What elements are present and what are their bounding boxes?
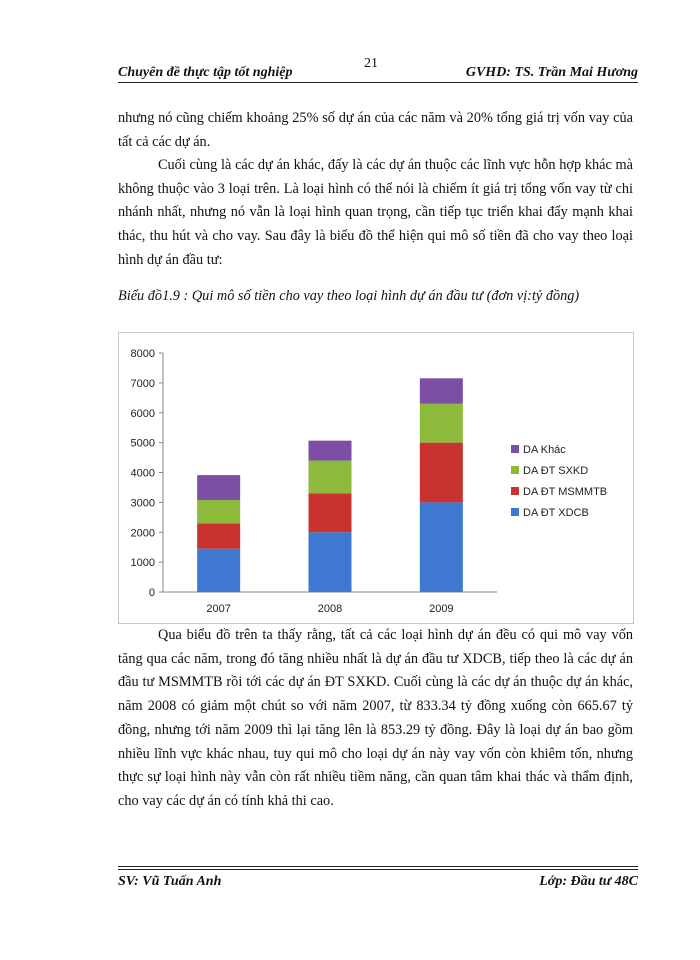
footer-class: Lớp: Đầu tư 48C	[539, 874, 638, 889]
stacked-bar-chart	[119, 333, 633, 623]
paragraph-3: Qua biểu đồ trên ta thấy rằng, tất cả các loại hình dự án đều có qui mô vay vốn tăng qua các năm, trong đó tăng nhiều nhất là dự án đầu tư XDCB, tiếp theo là các dự án đầu tư MSMMTB rồi tới các dự án ĐT SXKD. Cuối cùng là các dự án thuộc dự án khác, năm 2008 có giảm một chút so với năm 2007, từ 833.34 tỷ đồng xuống còn 665.67 tỷ đồng, nhưng tới năm 2009 thì lại tăng lên là 853.29 tỷ đồng. Đây là loại dự án bao gồm nhiều lĩnh vực khác nhau, tuy qui mô cho loại dự án này vay vốn còn khiêm tốn, nhưng thực sự loại hình này vẫn còn rất nhiều tiềm năng, cần quan tâm khai thác và thẩm định, cho vay các dự án có tính khả thi cao.	[118, 627, 633, 809]
footer-student: SV: Vũ Tuấn Anh	[118, 874, 222, 889]
legend-swatch	[511, 466, 519, 474]
y-tick-label: 3000	[130, 497, 155, 510]
footer-divider-bottom	[118, 869, 638, 870]
x-tick-label: 2007	[206, 603, 231, 615]
chart-container	[118, 332, 634, 624]
y-tick-label: 7000	[130, 377, 155, 390]
header-divider	[118, 82, 638, 83]
y-tick-label: 1000	[130, 557, 155, 570]
legend-label: DA ĐT MSMMTB	[523, 486, 608, 498]
legend-label: DA ĐT SXKD	[523, 465, 589, 477]
bar-segment	[197, 500, 240, 523]
y-tick-label: 6000	[130, 407, 155, 420]
y-tick-label: 2000	[130, 527, 155, 540]
bar-segment	[420, 443, 463, 503]
legend-label: DA Khác	[523, 444, 566, 456]
x-tick-label: 2008	[317, 603, 343, 615]
legend-swatch	[511, 508, 519, 516]
bar-segment	[420, 378, 463, 403]
bar-segment	[309, 461, 352, 494]
bar-segment	[309, 493, 352, 532]
bar-segment	[197, 475, 240, 500]
bar-segment	[197, 549, 240, 592]
legend-label: DA ĐT XDCB	[523, 507, 589, 519]
y-tick-label: 8000	[130, 348, 155, 360]
y-tick-label: 5000	[130, 437, 155, 450]
chart-caption: Biểu đồ1.9 : Qui mô số tiền cho vay theo loại hình dự án đầu tư (đơn vị:tỷ đồng)	[118, 288, 580, 304]
y-tick-label: 0	[148, 587, 155, 599]
bar-segment	[309, 441, 352, 461]
paragraph-2: Cuối cùng là các dự án khác, đấy là các dự án thuộc các lĩnh vực hỗn hợp khác mà không thuộc vào 3 loại trên. Là loại hình có thể nói là chiếm ít giá trị tổng vốn vay từ chi nhánh nhất, nhưng nó vẫn là loại hình quan trọng, cần tiếp tục triển khai đẩy mạnh khai thác, thu hút và cho vay. Sau đây là biểu đồ thể hiện qui mô số tiền đã cho vay theo loại hình dự án đầu tư:	[118, 157, 633, 268]
page-number: 21	[364, 56, 378, 71]
bar-segment	[420, 404, 463, 443]
header-document-title: Chuyên đề thực tập tốt nghiệp	[118, 65, 293, 80]
legend-swatch	[511, 445, 519, 453]
paragraph-1: nhưng nó cũng chiếm khoảng 25% số dự án của các năm và 20% tổng giá trị vốn vay của tất cả các dự án.	[118, 110, 633, 150]
x-tick-label: 2009	[429, 603, 454, 615]
legend-swatch	[511, 487, 519, 495]
y-tick-label: 4000	[130, 467, 155, 480]
page-header	[118, 56, 638, 82]
bar-segment	[420, 502, 463, 592]
footer-divider-top	[118, 866, 638, 867]
bar-segment	[197, 523, 240, 548]
bar-segment	[309, 532, 352, 592]
header-supervisor: GVHD: TS. Trần Mai Hương	[465, 65, 638, 80]
